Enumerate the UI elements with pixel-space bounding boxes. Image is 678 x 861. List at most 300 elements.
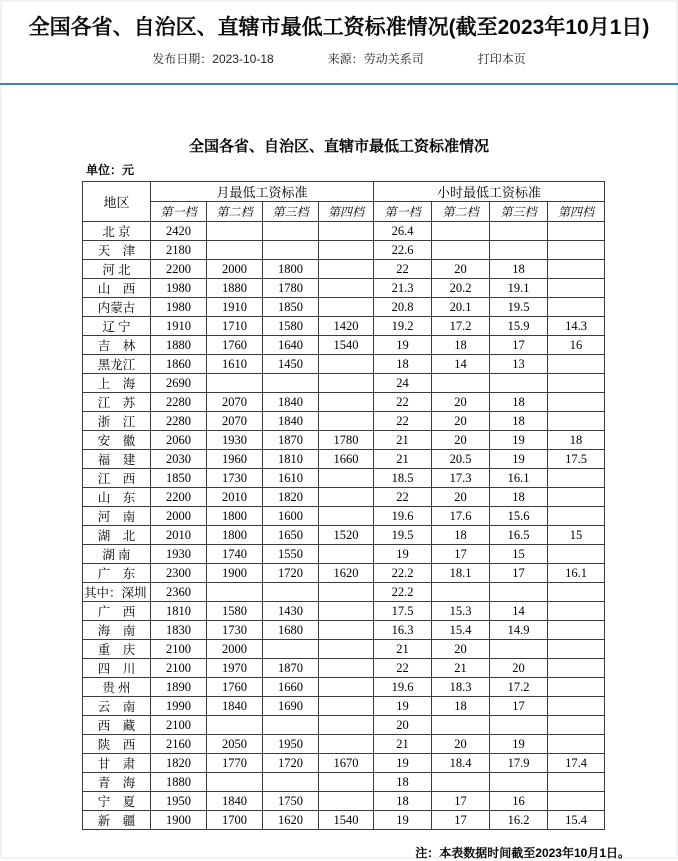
monthly-tier-1-cell: 2030 — [151, 450, 207, 469]
monthly-tier-1-cell: 2360 — [151, 583, 207, 602]
region-cell: 江 西 — [83, 469, 151, 488]
hourly-tier-4-cell — [548, 678, 605, 697]
monthly-tier-4-cell — [319, 393, 374, 412]
hourly-tier-3-header: 第三档 — [490, 202, 548, 222]
monthly-tier-4-cell — [319, 222, 374, 241]
region-cell: 福 建 — [83, 450, 151, 469]
monthly-tier-3-cell: 1820 — [263, 488, 319, 507]
monthly-tier-4-cell — [319, 374, 374, 393]
hourly-tier-4-cell — [548, 241, 605, 260]
region-column-header: 地区 — [83, 182, 151, 222]
monthly-tier-1-cell: 2300 — [151, 564, 207, 583]
monthly-tier-1-cell: 2100 — [151, 716, 207, 735]
monthly-tier-4-cell: 1780 — [319, 431, 374, 450]
table-row — [83, 279, 605, 298]
region-cell: 北 京 — [83, 222, 151, 241]
hourly-tier-4-cell — [548, 735, 605, 754]
monthly-tier-3-cell — [263, 241, 319, 260]
monthly-tier-2-cell: 1800 — [207, 507, 263, 526]
monthly-tier-3-cell: 1450 — [263, 355, 319, 374]
monthly-tier-1-cell: 2280 — [151, 393, 207, 412]
monthly-tier-1-cell: 2200 — [151, 260, 207, 279]
monthly-tier-4-cell — [319, 507, 374, 526]
hourly-tier-3-cell — [490, 374, 548, 393]
hourly-tier-4-cell — [548, 355, 605, 374]
monthly-tier-1-cell: 1880 — [151, 773, 207, 792]
monthly-tier-2-cell — [207, 716, 263, 735]
monthly-tier-2-cell — [207, 374, 263, 393]
region-cell: 湖 北 — [83, 526, 151, 545]
monthly-tier-4-cell — [319, 279, 374, 298]
monthly-tier-3-cell — [263, 374, 319, 393]
hourly-tier-1-cell: 20.8 — [374, 298, 432, 317]
hourly-tier-2-cell: 20 — [432, 412, 490, 431]
monthly-tier-2-cell: 1730 — [207, 621, 263, 640]
monthly-tier-1-cell: 2180 — [151, 241, 207, 260]
monthly-tier-4-cell — [319, 792, 374, 811]
monthly-tier-4-cell — [319, 545, 374, 564]
region-cell: 贵 州 — [83, 678, 151, 697]
monthly-tier-1-cell: 2280 — [151, 412, 207, 431]
hourly-tier-1-cell: 21 — [374, 640, 432, 659]
hourly-tier-3-cell: 16.5 — [490, 526, 548, 545]
region-cell: 其中：深圳 — [83, 583, 151, 602]
monthly-tier-1-cell: 1950 — [151, 792, 207, 811]
monthly-tier-2-cell: 1970 — [207, 659, 263, 678]
monthly-tier-4-cell — [319, 355, 374, 374]
monthly-tier-3-cell: 1640 — [263, 336, 319, 355]
hourly-tier-2-cell — [432, 241, 490, 260]
monthly-tier-1-cell: 1910 — [151, 317, 207, 336]
monthly-tier-3-cell: 1550 — [263, 545, 319, 564]
hourly-tier-2-cell: 20 — [432, 488, 490, 507]
monthly-tier-2-cell — [207, 241, 263, 260]
monthly-tier-1-cell: 1820 — [151, 754, 207, 773]
hourly-tier-2-cell: 18.4 — [432, 754, 490, 773]
source — [328, 52, 424, 67]
hourly-tier-3-cell — [490, 716, 548, 735]
hourly-tier-1-cell: 19.6 — [374, 507, 432, 526]
hourly-tier-2-cell: 20 — [432, 640, 490, 659]
monthly-tier-1-cell: 1900 — [151, 811, 207, 830]
monthly-tier-4-cell — [319, 735, 374, 754]
hourly-tier-2-cell: 17 — [432, 545, 490, 564]
hourly-tier-2-cell: 21 — [432, 659, 490, 678]
hourly-tier-1-cell: 21.3 — [374, 279, 432, 298]
monthly-tier-1-cell: 1990 — [151, 697, 207, 716]
hourly-tier-1-cell: 18 — [374, 792, 432, 811]
hourly-tier-4-cell: 16.1 — [548, 564, 605, 583]
table-row — [83, 241, 605, 260]
table-row — [83, 773, 605, 792]
monthly-tier-2-cell: 1610 — [207, 355, 263, 374]
region-cell: 天 津 — [83, 241, 151, 260]
monthly-tier-1-cell: 1850 — [151, 469, 207, 488]
monthly-tier-3-cell: 1720 — [263, 754, 319, 773]
hourly-tier-3-cell: 15 — [490, 545, 548, 564]
monthly-tier-4-cell — [319, 241, 374, 260]
monthly-tier-3-cell: 1580 — [263, 317, 319, 336]
monthly-tier-2-cell — [207, 773, 263, 792]
region-cell: 安 徽 — [83, 431, 151, 450]
monthly-tier-2-cell — [207, 583, 263, 602]
monthly-tier-2-cell: 1730 — [207, 469, 263, 488]
monthly-tier-2-cell: 2000 — [207, 640, 263, 659]
monthly-tier-1-cell: 2060 — [151, 431, 207, 450]
hourly-tier-3-cell: 18 — [490, 412, 548, 431]
hourly-tier-1-cell: 19.6 — [374, 678, 432, 697]
hourly-tier-1-cell: 16.3 — [374, 621, 432, 640]
hourly-tier-1-cell: 19 — [374, 811, 432, 830]
monthly-tier-2-cell: 1770 — [207, 754, 263, 773]
hourly-tier-3-cell: 18 — [490, 488, 548, 507]
hourly-tier-1-cell: 18.5 — [374, 469, 432, 488]
hourly-tier-3-cell: 17 — [490, 564, 548, 583]
table-row — [83, 488, 605, 507]
monthly-tier-2-cell: 1880 — [207, 279, 263, 298]
monthly-tier-4-cell — [319, 488, 374, 507]
region-cell: 江 苏 — [83, 393, 151, 412]
content-area — [0, 139, 678, 861]
monthly-tier-4-cell: 1540 — [319, 336, 374, 355]
monthly-tier-4-cell — [319, 697, 374, 716]
hourly-tier-4-cell: 18 — [548, 431, 605, 450]
monthly-tier-3-cell: 1610 — [263, 469, 319, 488]
monthly-tier-2-cell: 2000 — [207, 260, 263, 279]
hourly-tier-1-cell: 22.2 — [374, 583, 432, 602]
hourly-tier-1-cell: 22 — [374, 260, 432, 279]
table-row — [83, 735, 605, 754]
monthly-tier-3-cell: 1870 — [263, 659, 319, 678]
monthly-tier-1-cell: 1830 — [151, 621, 207, 640]
monthly-tier-4-cell — [319, 621, 374, 640]
hourly-tier-4-cell — [548, 507, 605, 526]
monthly-tier-3-cell: 1840 — [263, 412, 319, 431]
hourly-tier-1-cell: 19 — [374, 545, 432, 564]
table-title: 全国各省、自治区、直辖市最低工资标准情况 — [188, 138, 489, 155]
hourly-tier-4-cell — [548, 792, 605, 811]
monthly-tier-3-cell: 1690 — [263, 697, 319, 716]
monthly-tier-3-cell: 1840 — [263, 393, 319, 412]
hourly-tier-3-cell: 16.2 — [490, 811, 548, 830]
monthly-tier-3-cell: 1720 — [263, 564, 319, 583]
page-title: 全国各省、自治区、直辖市最低工资标准情况(截至2023年10月1日) — [28, 16, 650, 39]
monthly-tier-1-cell: 2420 — [151, 222, 207, 241]
wage-table — [82, 181, 605, 830]
monthly-tier-1-cell: 2100 — [151, 640, 207, 659]
hourly-tier-4-cell — [548, 374, 605, 393]
monthly-tier-2-cell: 1760 — [207, 678, 263, 697]
monthly-tier-1-cell: 2100 — [151, 659, 207, 678]
monthly-tier-1-cell: 1880 — [151, 336, 207, 355]
hourly-tier-4-cell — [548, 773, 605, 792]
hourly-tier-3-cell: 15.9 — [490, 317, 548, 336]
hourly-tier-1-cell: 19.2 — [374, 317, 432, 336]
hourly-tier-3-cell: 18 — [490, 393, 548, 412]
monthly-tier-2-header: 第二档 — [207, 202, 263, 222]
header-divider — [0, 83, 678, 85]
monthly-tier-3-cell — [263, 222, 319, 241]
hourly-tier-1-cell: 21 — [374, 431, 432, 450]
monthly-tier-1-cell: 2200 — [151, 488, 207, 507]
monthly-tier-4-cell — [319, 716, 374, 735]
region-cell: 陕 西 — [83, 735, 151, 754]
tier-header-row — [83, 202, 605, 222]
region-cell: 海 南 — [83, 621, 151, 640]
monthly-tier-3-cell: 1660 — [263, 678, 319, 697]
hourly-tier-3-cell: 14 — [490, 602, 548, 621]
hourly-tier-4-cell — [548, 412, 605, 431]
publish-date-label: 发布日期： — [152, 52, 213, 66]
hourly-tier-2-cell: 20.1 — [432, 298, 490, 317]
monthly-tier-1-cell: 1930 — [151, 545, 207, 564]
hourly-tier-3-cell — [490, 773, 548, 792]
hourly-tier-4-cell — [548, 659, 605, 678]
monthly-tier-2-cell: 1740 — [207, 545, 263, 564]
hourly-tier-2-header: 第二档 — [432, 202, 490, 222]
table-row — [83, 507, 605, 526]
region-cell: 四 川 — [83, 659, 151, 678]
hourly-tier-4-cell: 16 — [548, 336, 605, 355]
hourly-tier-2-cell: 18 — [432, 697, 490, 716]
hourly-tier-2-cell: 20.5 — [432, 450, 490, 469]
hourly-tier-1-cell: 17.5 — [374, 602, 432, 621]
table-row — [83, 336, 605, 355]
hourly-tier-1-cell: 22.6 — [374, 241, 432, 260]
hourly-tier-1-cell: 18 — [374, 355, 432, 374]
hourly-tier-3-cell: 17 — [490, 336, 548, 355]
monthly-tier-2-cell: 1710 — [207, 317, 263, 336]
monthly-tier-3-cell — [263, 716, 319, 735]
table-row — [83, 754, 605, 773]
monthly-tier-3-cell: 1620 — [263, 811, 319, 830]
table-row — [83, 602, 605, 621]
monthly-tier-3-cell: 1800 — [263, 260, 319, 279]
monthly-tier-3-cell: 1600 — [263, 507, 319, 526]
hourly-tier-4-cell — [548, 621, 605, 640]
table-row — [83, 583, 605, 602]
table-row — [83, 659, 605, 678]
hourly-tier-3-cell: 17.9 — [490, 754, 548, 773]
monthly-tier-2-cell: 2070 — [207, 412, 263, 431]
hourly-tier-3-cell: 19 — [490, 735, 548, 754]
monthly-tier-4-cell — [319, 659, 374, 678]
monthly-tier-1-cell: 2000 — [151, 507, 207, 526]
monthly-tier-4-cell: 1620 — [319, 564, 374, 583]
table-row — [83, 621, 605, 640]
hourly-tier-2-cell: 20 — [432, 735, 490, 754]
hourly-tier-4-cell — [548, 602, 605, 621]
table-row — [83, 298, 605, 317]
table-row — [83, 412, 605, 431]
table-row — [83, 792, 605, 811]
page-header — [0, 0, 678, 85]
hourly-tier-3-cell: 19.5 — [490, 298, 548, 317]
region-cell: 青 海 — [83, 773, 151, 792]
publish-date-value: 2023-10-18 — [212, 52, 274, 66]
hourly-tier-2-cell: 15.4 — [432, 621, 490, 640]
monthly-tier-2-cell: 1900 — [207, 564, 263, 583]
monthly-tier-3-cell: 1750 — [263, 792, 319, 811]
region-cell: 山 东 — [83, 488, 151, 507]
region-cell: 河 南 — [83, 507, 151, 526]
hourly-tier-1-cell: 21 — [374, 450, 432, 469]
monthly-tier-4-cell — [319, 773, 374, 792]
monthly-tier-3-cell: 1780 — [263, 279, 319, 298]
meta-row — [0, 52, 678, 67]
group-header-row — [83, 182, 605, 202]
monthly-tier-3-cell: 1870 — [263, 431, 319, 450]
monthly-tier-3-cell — [263, 583, 319, 602]
hourly-tier-3-cell — [490, 241, 548, 260]
hourly-tier-3-cell: 19 — [490, 450, 548, 469]
region-cell: 浙 江 — [83, 412, 151, 431]
unit-label: 单位：元 — [86, 163, 135, 177]
monthly-tier-2-cell: 1840 — [207, 792, 263, 811]
table-note: 注：本表数据时间截至2023年10月1日。 — [415, 846, 630, 860]
monthly-tier-1-cell: 1890 — [151, 678, 207, 697]
monthly-tier-4-cell — [319, 260, 374, 279]
hourly-tier-4-cell — [548, 697, 605, 716]
table-row — [83, 469, 605, 488]
hourly-tier-3-cell — [490, 640, 548, 659]
hourly-tier-3-cell: 16.1 — [490, 469, 548, 488]
monthly-tier-4-cell — [319, 298, 374, 317]
hourly-tier-3-cell: 17.2 — [490, 678, 548, 697]
monthly-tier-3-cell: 1950 — [263, 735, 319, 754]
hourly-tier-3-cell: 18 — [490, 260, 548, 279]
table-row — [83, 678, 605, 697]
hourly-tier-1-cell: 21 — [374, 735, 432, 754]
monthly-tier-1-cell: 2160 — [151, 735, 207, 754]
monthly-tier-2-cell: 1930 — [207, 431, 263, 450]
monthly-tier-2-cell: 1840 — [207, 697, 263, 716]
hourly-tier-2-cell: 20.2 — [432, 279, 490, 298]
hourly-tier-4-cell — [548, 716, 605, 735]
hourly-tier-2-cell — [432, 583, 490, 602]
monthly-tier-3-cell: 1680 — [263, 621, 319, 640]
region-cell: 重 庆 — [83, 640, 151, 659]
hourly-tier-3-cell: 13 — [490, 355, 548, 374]
table-row — [83, 716, 605, 735]
hourly-tier-1-cell: 22 — [374, 393, 432, 412]
monthly-tier-1-cell: 1980 — [151, 279, 207, 298]
hourly-tier-4-cell: 15.4 — [548, 811, 605, 830]
hourly-tier-4-cell — [548, 298, 605, 317]
region-cell: 山 西 — [83, 279, 151, 298]
monthly-tier-2-cell: 2070 — [207, 393, 263, 412]
hourly-tier-3-cell: 14.9 — [490, 621, 548, 640]
monthly-tier-1-cell: 1810 — [151, 602, 207, 621]
region-cell: 内蒙古 — [83, 298, 151, 317]
hourly-tier-2-cell: 18 — [432, 526, 490, 545]
hourly-tier-3-cell: 20 — [490, 659, 548, 678]
monthly-tier-3-cell: 1430 — [263, 602, 319, 621]
table-row — [83, 431, 605, 450]
hourly-tier-2-cell: 20 — [432, 393, 490, 412]
hourly-tier-3-cell — [490, 583, 548, 602]
monthly-tier-3-header: 第三档 — [263, 202, 319, 222]
hourly-tier-4-header: 第四档 — [548, 202, 605, 222]
monthly-tier-2-cell: 1580 — [207, 602, 263, 621]
table-row — [83, 545, 605, 564]
region-cell: 西 藏 — [83, 716, 151, 735]
monthly-tier-3-cell: 1810 — [263, 450, 319, 469]
monthly-tier-4-cell: 1420 — [319, 317, 374, 336]
table-row — [83, 697, 605, 716]
monthly-tier-4-cell: 1660 — [319, 450, 374, 469]
monthly-tier-1-cell: 2010 — [151, 526, 207, 545]
hourly-tier-4-cell — [548, 640, 605, 659]
table-row — [83, 355, 605, 374]
hourly-tier-1-cell: 24 — [374, 374, 432, 393]
monthly-tier-2-cell: 2050 — [207, 735, 263, 754]
hourly-tier-2-cell: 18 — [432, 336, 490, 355]
monthly-tier-4-cell: 1520 — [319, 526, 374, 545]
hourly-tier-2-cell: 17 — [432, 811, 490, 830]
source-label: 来源： — [327, 52, 364, 66]
monthly-tier-4-cell — [319, 678, 374, 697]
hourly-tier-2-cell: 20 — [432, 260, 490, 279]
table-row — [83, 640, 605, 659]
monthly-tier-3-cell — [263, 640, 319, 659]
monthly-tier-4-cell — [319, 469, 374, 488]
region-cell: 辽 宁 — [83, 317, 151, 336]
hourly-tier-1-cell: 22 — [374, 659, 432, 678]
monthly-tier-1-header: 第一档 — [151, 202, 207, 222]
region-cell: 新 疆 — [83, 811, 151, 830]
hourly-tier-1-cell: 19 — [374, 336, 432, 355]
monthly-tier-3-cell: 1850 — [263, 298, 319, 317]
monthly-tier-2-cell: 1700 — [207, 811, 263, 830]
hourly-tier-2-cell — [432, 222, 490, 241]
table-row — [83, 260, 605, 279]
monthly-tier-4-cell: 1670 — [319, 754, 374, 773]
table-row — [83, 564, 605, 583]
monthly-tier-4-cell: 1540 — [319, 811, 374, 830]
region-cell: 宁 夏 — [83, 792, 151, 811]
table-row — [83, 222, 605, 241]
hourly-tier-2-cell: 17.6 — [432, 507, 490, 526]
region-cell: 云 南 — [83, 697, 151, 716]
monthly-tier-2-cell — [207, 222, 263, 241]
hourly-tier-3-cell: 16 — [490, 792, 548, 811]
monthly-tier-2-cell: 1760 — [207, 336, 263, 355]
hourly-tier-2-cell — [432, 716, 490, 735]
monthly-tier-4-header: 第四档 — [319, 202, 374, 222]
hourly-tier-1-cell: 22.2 — [374, 564, 432, 583]
hourly-tier-4-cell: 17.5 — [548, 450, 605, 469]
table-row — [83, 317, 605, 336]
region-cell: 吉 林 — [83, 336, 151, 355]
monthly-tier-1-cell: 1980 — [151, 298, 207, 317]
print-page-link[interactable]: 打印本页 — [477, 52, 526, 66]
publish-date — [152, 52, 273, 67]
hourly-tier-4-cell — [548, 469, 605, 488]
hourly-tier-2-cell: 18.3 — [432, 678, 490, 697]
source-value: 劳动关系司 — [363, 52, 424, 66]
monthly-tier-4-cell — [319, 602, 374, 621]
hourly-tier-3-cell: 19 — [490, 431, 548, 450]
hourly-tier-3-cell — [490, 222, 548, 241]
monthly-tier-4-cell — [319, 583, 374, 602]
region-cell: 黑龙江 — [83, 355, 151, 374]
hourly-tier-2-cell: 18.1 — [432, 564, 490, 583]
hourly-tier-1-cell: 22 — [374, 412, 432, 431]
hourly-tier-2-cell: 17.2 — [432, 317, 490, 336]
monthly-group-header: 月最低工资标准 — [151, 182, 374, 202]
monthly-tier-3-cell: 1650 — [263, 526, 319, 545]
